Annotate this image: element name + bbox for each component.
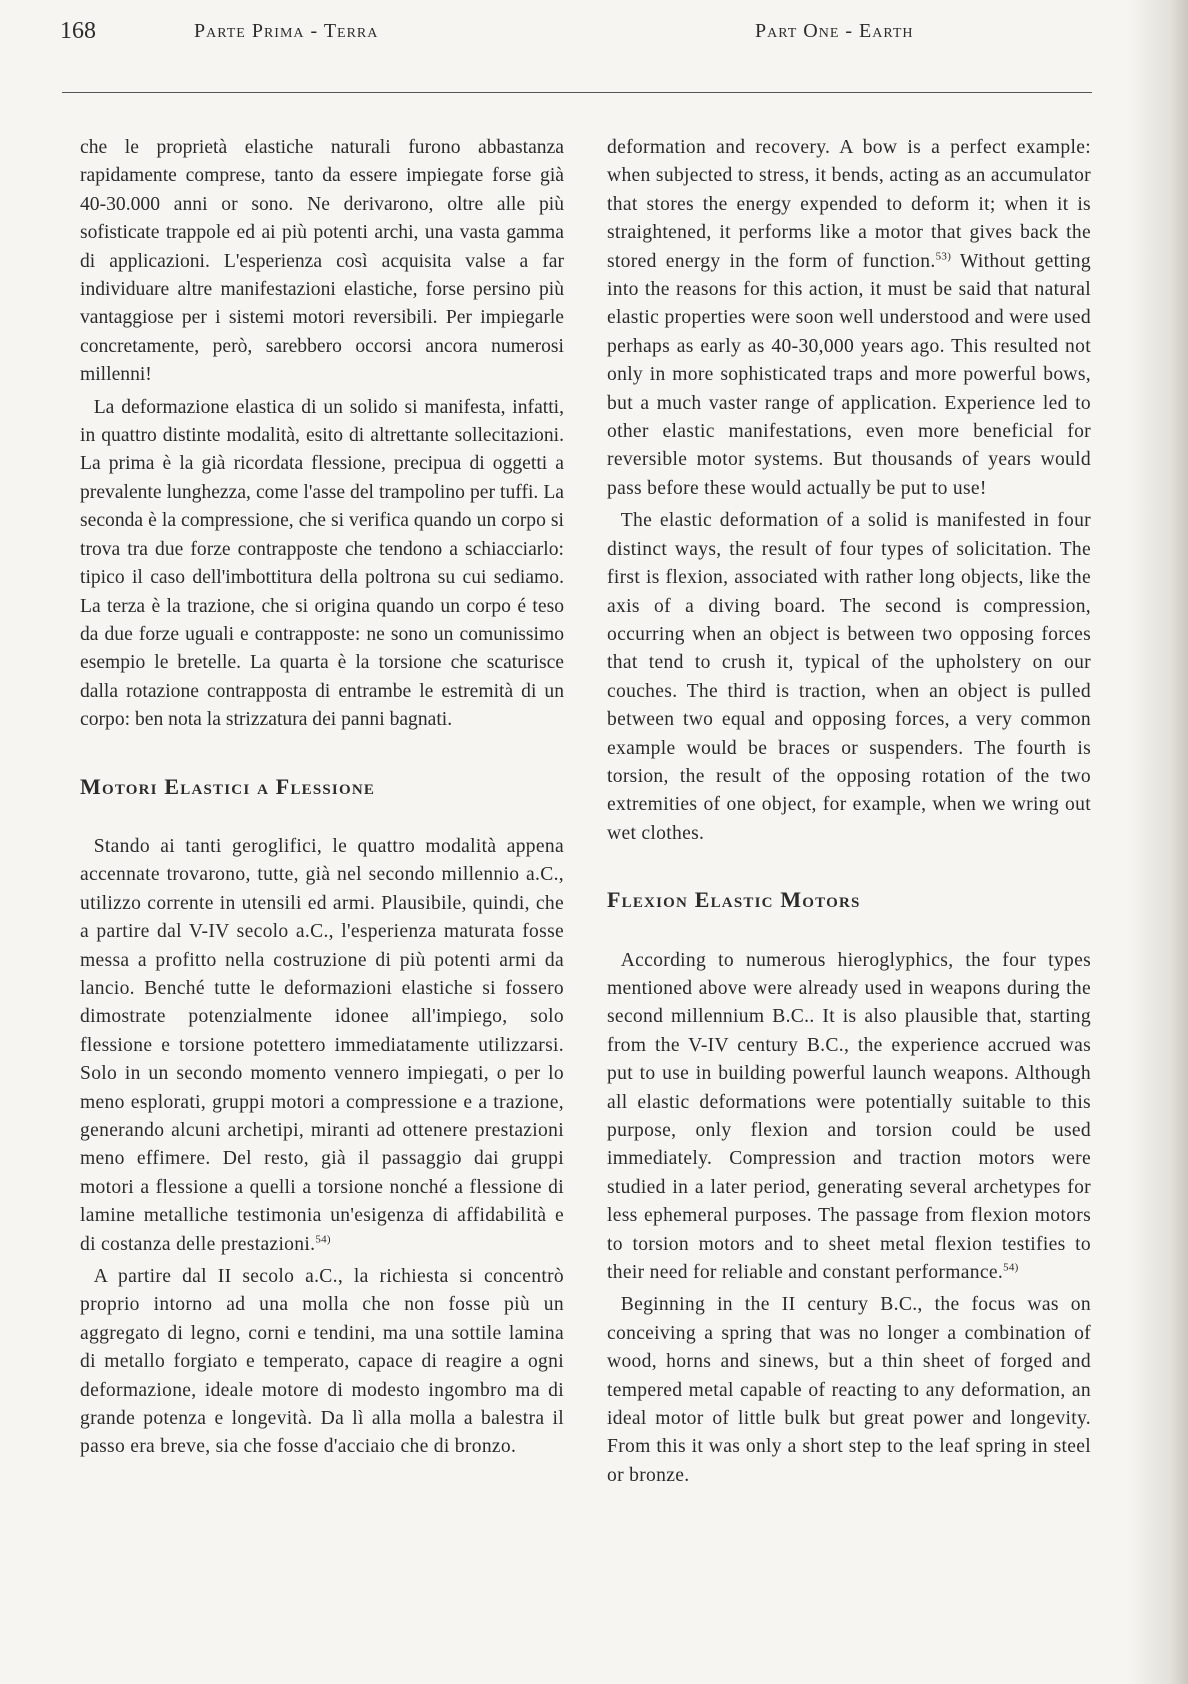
english-paragraph-2: The elastic deformation of a solid is manifested in four distinct ways, the result of four types of solicitation. The first is flexion, associated with rather long objects, like the axis of a diving board. The second is compression, occurring when an object is between two opposing forces that tend to crush it, typical of the upholstery on our couches. The third is traction, when an object is pulled between two equal and opposing forces, a very common example would be braces or suspenders. The fourth is torsion, the result of the opposing rotation of the two extremities of one object, for example, when we wring out wet clothes. bbox=[607, 510, 1091, 844]
page-number: 168 bbox=[60, 18, 96, 44]
running-head-english: Part One - Earth bbox=[755, 20, 914, 42]
italian-section-title: Motori Elastici a Flessione bbox=[80, 773, 376, 799]
english-paragraph-4: Beginning in the II century B.C., the focus was on conceiving a spring that was no longer a combination of wood, horns and sinews, but a thin sheet of forged and tempered metal capable of reacting to any deformation, an ideal motor of little bulk but great power and longevity. From this it was only a short step to the leaf spring in steel or bronze. bbox=[607, 1294, 1091, 1486]
italian-paragraph-2: La deformazione elastica di un solido si manifesta, infatti, in quattro distinte modalità, esito di altrettante sollecitazioni. La prima è la già ricordata flessione, precipua di oggetti a prevalente lunghezza, come l'asse del trampolino per tuffi. La seconda è la compressione, che si verifica quando un corpo si trova tra due forze contrapposte che tendono a schiacciarlo: tipico il caso dell'imbottitura della poltrona su cui sediamo. La terza è la trazione, che si origina quando un corpo é teso da due forze uguali e contrapposte: ne sono un comunissimo esempio le bretelle. La quarta è la torsione che scaturisce dalla rotazione contrapposta di entrambe le estremità di un corpo: ben nota la strizzatura dei panni bagnati. bbox=[80, 396, 564, 731]
page-edge-shadow bbox=[1128, 0, 1188, 1684]
english-paragraph-3 bbox=[607, 947, 1091, 1288]
footnote-ref-54-en: 54) bbox=[1003, 1261, 1019, 1274]
english-paragraph-1 bbox=[607, 134, 1091, 503]
italian-paragraph-4: A partire dal II secolo a.C., la richiesta si concentrò proprio intorno ad una molla che non fosse più un aggregato di legno, corni e tendini, ma una sottile lamina di metallo forgiato e temperato, capace di reagire a ogni deformazione, ideale motore di modesto ingombro ma di grande potenza e longevità. Da lì alla molla a balestra il passo era breve, sia che fosse d'acciaio che di bronzo. bbox=[80, 1266, 564, 1458]
english-paragraph-1b-text: Without getting into the reasons for this action, it must be said that natural elastic properties were soon well understood and were used perhaps as early as 40-30,000 years ago. This resulted not only in more sophisticated traps and more powerful bows, but a much vaster range of application. Experience led to other elastic manifestations, even more beneficial for reversible motor systems. But thousands of years would pass before these would actually be put to use! bbox=[607, 250, 1091, 499]
header-rule bbox=[62, 92, 1092, 93]
english-column bbox=[607, 134, 1091, 1494]
italian-paragraph-3 bbox=[80, 833, 564, 1259]
page-header bbox=[0, 18, 1188, 58]
italian-column bbox=[80, 134, 564, 1466]
running-head-italian: Parte Prima - Terra bbox=[194, 20, 379, 42]
italian-paragraph-3-text: Stando ai tanti geroglifici, le quattro modalità appena accennate trovarono, tutte, già nel secondo millennio a.C., utilizzo corrente in utensili ed armi. Plausibile, quindi, che a partire dal V-IV secolo a.C., l'esperienza maturata fosse messa a profitto nella costruzione di più potenti armi da lancio. Benché tutte le deformazioni elastiche si fossero dimostrate potenzialmente idonee all'impiego, solo flessione e torsione potettero immediatamente utilizzarsi. Solo in un secondo momento vennero impiegati, o per lo meno esplorati, gruppi motori a compressione e a trazione, generando alcuni archetipi, miranti ad ottenere prestazioni meno effimere. Del resto, già il passaggio dai gruppi motori a flessione a quelli a torsione nonché a flessione di lamine metalliche testimonia un'esigenza di affidabilità e di costanza delle prestazioni. bbox=[80, 835, 564, 1255]
english-section-title: Flexion Elastic Motors bbox=[607, 887, 861, 913]
italian-paragraph-1: che le proprietà elastiche naturali furono abbastanza rapidamente comprese, tanto da essere impiegate forse già 40-30.000 anni or sono. Ne derivarono, oltre alle più sofisticate trappole ed ai più potenti archi, una vasta gamma di applicazioni. L'esperienza così acquisita valse a far individuare altre manifestazioni elastiche, forse persino più vantaggiose per i sistemi motori reversibili. Per impiegarle concretamente, però, sarebbero occorsi ancora numerosi millenni! bbox=[80, 137, 564, 386]
english-paragraph-3-text: According to numerous hieroglyphics, the four types mentioned above were already used in weapons during the second millennium B.C.. It is also plausible that, starting from the V-IV century B.C., the experience accrued was put to use in building powerful launch weapons. Although all elastic deformations were potentially suitable to this purpose, only flexion and torsion could be used immediately. Compression and traction motors were studied in a later period, generating several archetypes for less ephemeral purposes. The passage from flexion motors to torsion motors and to sheet metal flexion testifies to their need for reliable and constant performance. bbox=[607, 949, 1091, 1284]
footnote-ref-54-it: 54) bbox=[315, 1233, 331, 1246]
footnote-ref-53: 53) bbox=[935, 250, 952, 263]
english-paragraph-1-text: deformation and recovery. A bow is a perfect example: when subjected to stress, it bends, acting as an accumulator that stores the energy expended to deform it; when it is straightened, it performs like a motor that gives back the stored energy in the form of function. bbox=[607, 137, 1091, 272]
